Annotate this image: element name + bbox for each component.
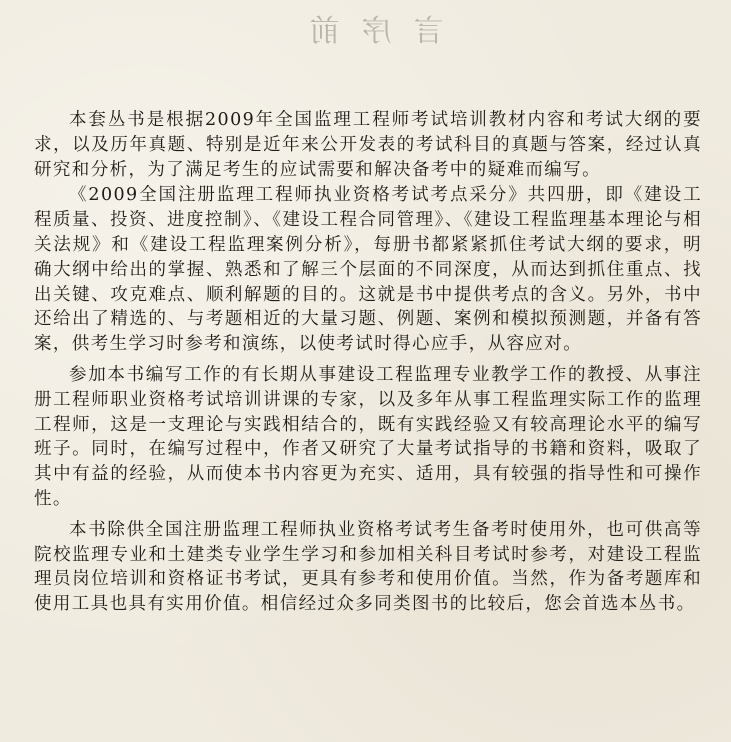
preface-body: [34, 108, 702, 617]
paragraph-3: 参加本书编写工作的有长期从事建设工程监理专业教学工作的教授、从事注册工程师职业资格考试培训讲课的专家，以及多年从事工程监理实际工作的监理工程师，这是一支理论与实践相结合的，既有实践经验又有较高理论水平的编写班子。同时，在编写过程中，作者又研究了大量考试指导的书籍和资料，吸取了其中有益的经验，从而使本书内容更为充实、适用，具有较强的指导性和可操作性。: [34, 364, 702, 509]
paragraph-2: 《2009全国注册监理工程师执业资格考试考点采分》共四册，即《建设工程质量、投资、进度控制》、《建设工程合同管理》、《建设工程监理基本理论与相关法规》和《建设工程监理案例分析》，每册书都紧紧抓住考试大纲的要求，明确大纲中给出的掌握、熟悉和了解三个层面的不同深度，从而达到抓住重点、找出关键、攻克难点、顺利解题的目的。这就是书中提供考点的含义。另外，书中还给出了精选的、与考题相近的大量习题、例题、案例和模拟预测题，并备有答案，供考生学习时参考和演练，以使考试时得心应手，从容应对。: [34, 185, 702, 355]
paragraph-1: 本套丛书是根据2009年全国监理工程师考试培训教材内容和考试大纲的要求，以及历年真题、特别是近年来公开发表的考试科目的真题与答案，经过认真研究和分析，为了满足考生的应试需要和解决备考中的疑难而编写。: [34, 110, 702, 180]
paragraph-4: 本书除供全国注册监理工程师执业资格考试考生备考时使用外，也可供高等院校监理专业和土建类专业学生学习和参加相关科目考试时参考，对建设工程监理员岗位培训和资格证书考试，更具有参考和使用价值。当然，作为备考题库和使用工具也具有实用价值。相信经过众多同类图书的比较后，您会首选本丛书。: [34, 519, 702, 615]
page-title: 言序前: [287, 14, 444, 49]
